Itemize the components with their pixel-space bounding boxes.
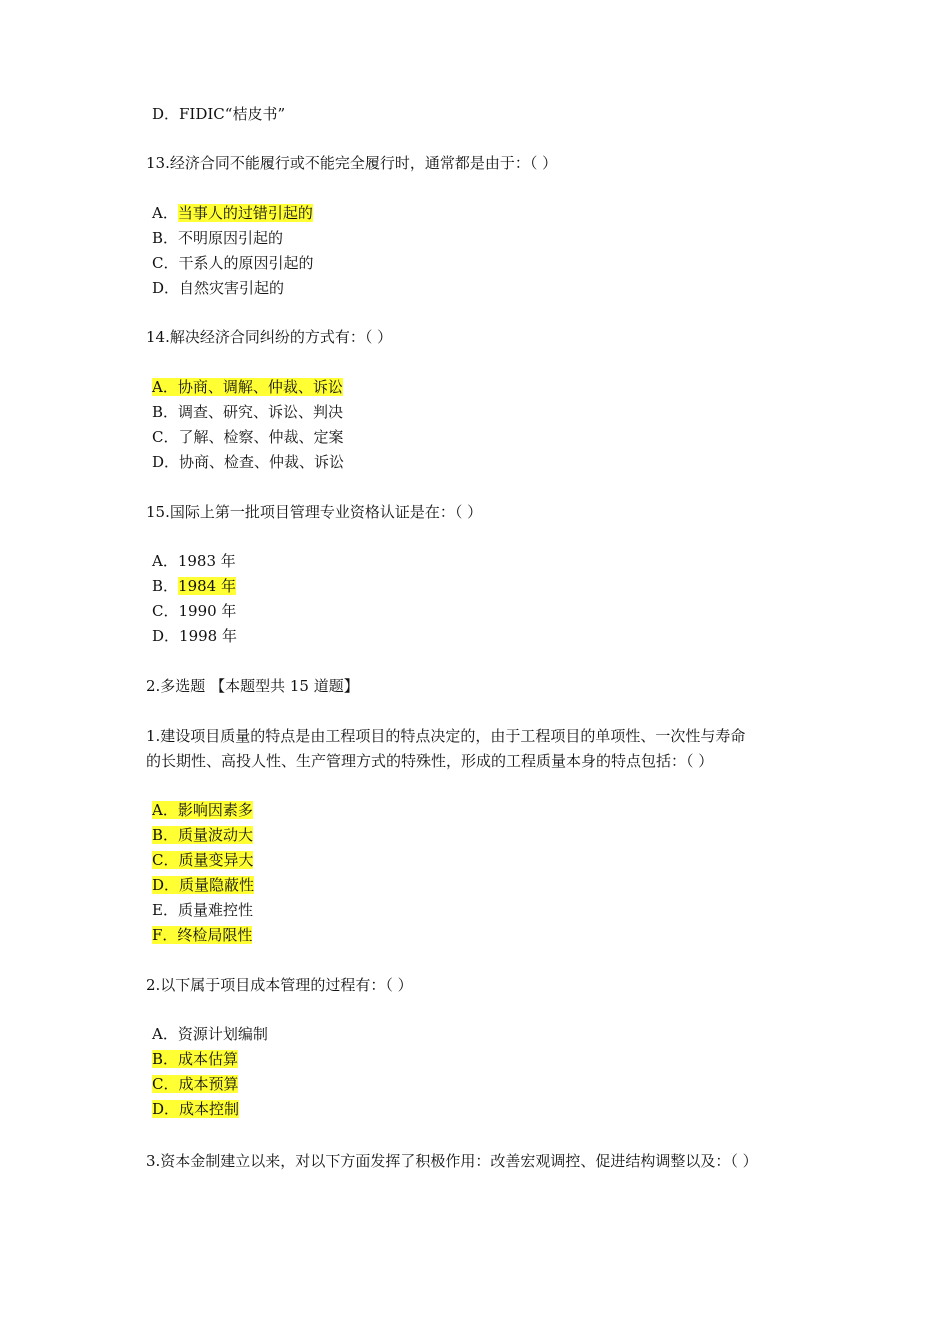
answer-option: B．调查、研究、诉讼、判决 [152,403,344,421]
answer-option: A．1983 年 [152,552,236,570]
option-prefix: A． [152,204,178,222]
question-text: 13.经济合同不能履行或不能完全履行时，通常都是由于：（ ） [146,154,558,172]
answer-option: C．1990 年 [152,602,237,620]
highlighted-answer: D．质量隐蔽性 [152,876,255,894]
question-text: 3.资本金制建立以来，对以下方面发挥了积极作用：改善宏观调控、促进结构调整以及：（ ） [146,1152,758,1170]
answer-option [152,1074,238,1094]
answer-option: C．了解、检察、仲裁、定案 [152,428,344,446]
answer-option [152,203,313,223]
highlighted-answer: D．成本控制 [152,1100,240,1118]
highlighted-answer: B．成本估算 [152,1050,239,1068]
answer-option: D．FIDIC“桔皮书” [152,105,286,123]
highlighted-answer: F．终检局限性 [152,926,253,944]
answer-option [152,377,343,397]
question-text: 1.建设项目质量的特点是由工程项目的特点决定的，由于工程项目的单项性、一次性与寿命 [146,727,746,745]
answer-option [152,1099,239,1119]
highlighted-answer: 当事人的过错引起的 [177,204,313,222]
answer-option: B．不明原因引起的 [152,229,284,247]
answer-option [152,925,252,945]
highlighted-answer: 1984 年 [178,577,236,595]
highlighted-answer: A．协商、调解、仲裁、诉讼 [152,378,343,396]
answer-option: E．质量难控性 [152,901,253,919]
answer-option [152,1049,238,1069]
answer-option: D．1998 年 [152,627,237,645]
question-text: 的长期性、高投人性、生产管理方式的特殊性，形成的工程质量本身的特点包括：（ ） [146,752,714,770]
answer-option [152,850,253,870]
question-text: 2.以下属于项目成本管理的过程有：（ ） [146,976,413,994]
question-text: 15.国际上第一批项目管理专业资格认证是在：（ ） [146,503,483,521]
question-text: 14.解决经济合同纠纷的方式有：（ ） [146,328,393,346]
answer-option: C．干系人的原因引起的 [152,254,314,272]
highlighted-answer: C．成本预算 [152,1075,239,1093]
answer-option: D．协商、检查、仲裁、诉讼 [152,453,345,471]
answer-option [152,800,253,820]
answer-option [152,825,253,845]
highlighted-answer: C．质量变异大 [152,851,254,869]
highlighted-answer: B．质量波动大 [152,826,254,844]
answer-option [152,875,254,895]
answer-option: A．资源计划编制 [152,1025,268,1043]
answer-option: D．自然灾害引起的 [152,279,285,297]
answer-option [152,576,236,596]
option-prefix: B． [152,577,179,595]
highlighted-answer: A．影响因素多 [152,801,253,819]
question-text: 2.多选题 【本题型共 15 道题】 [146,677,359,695]
